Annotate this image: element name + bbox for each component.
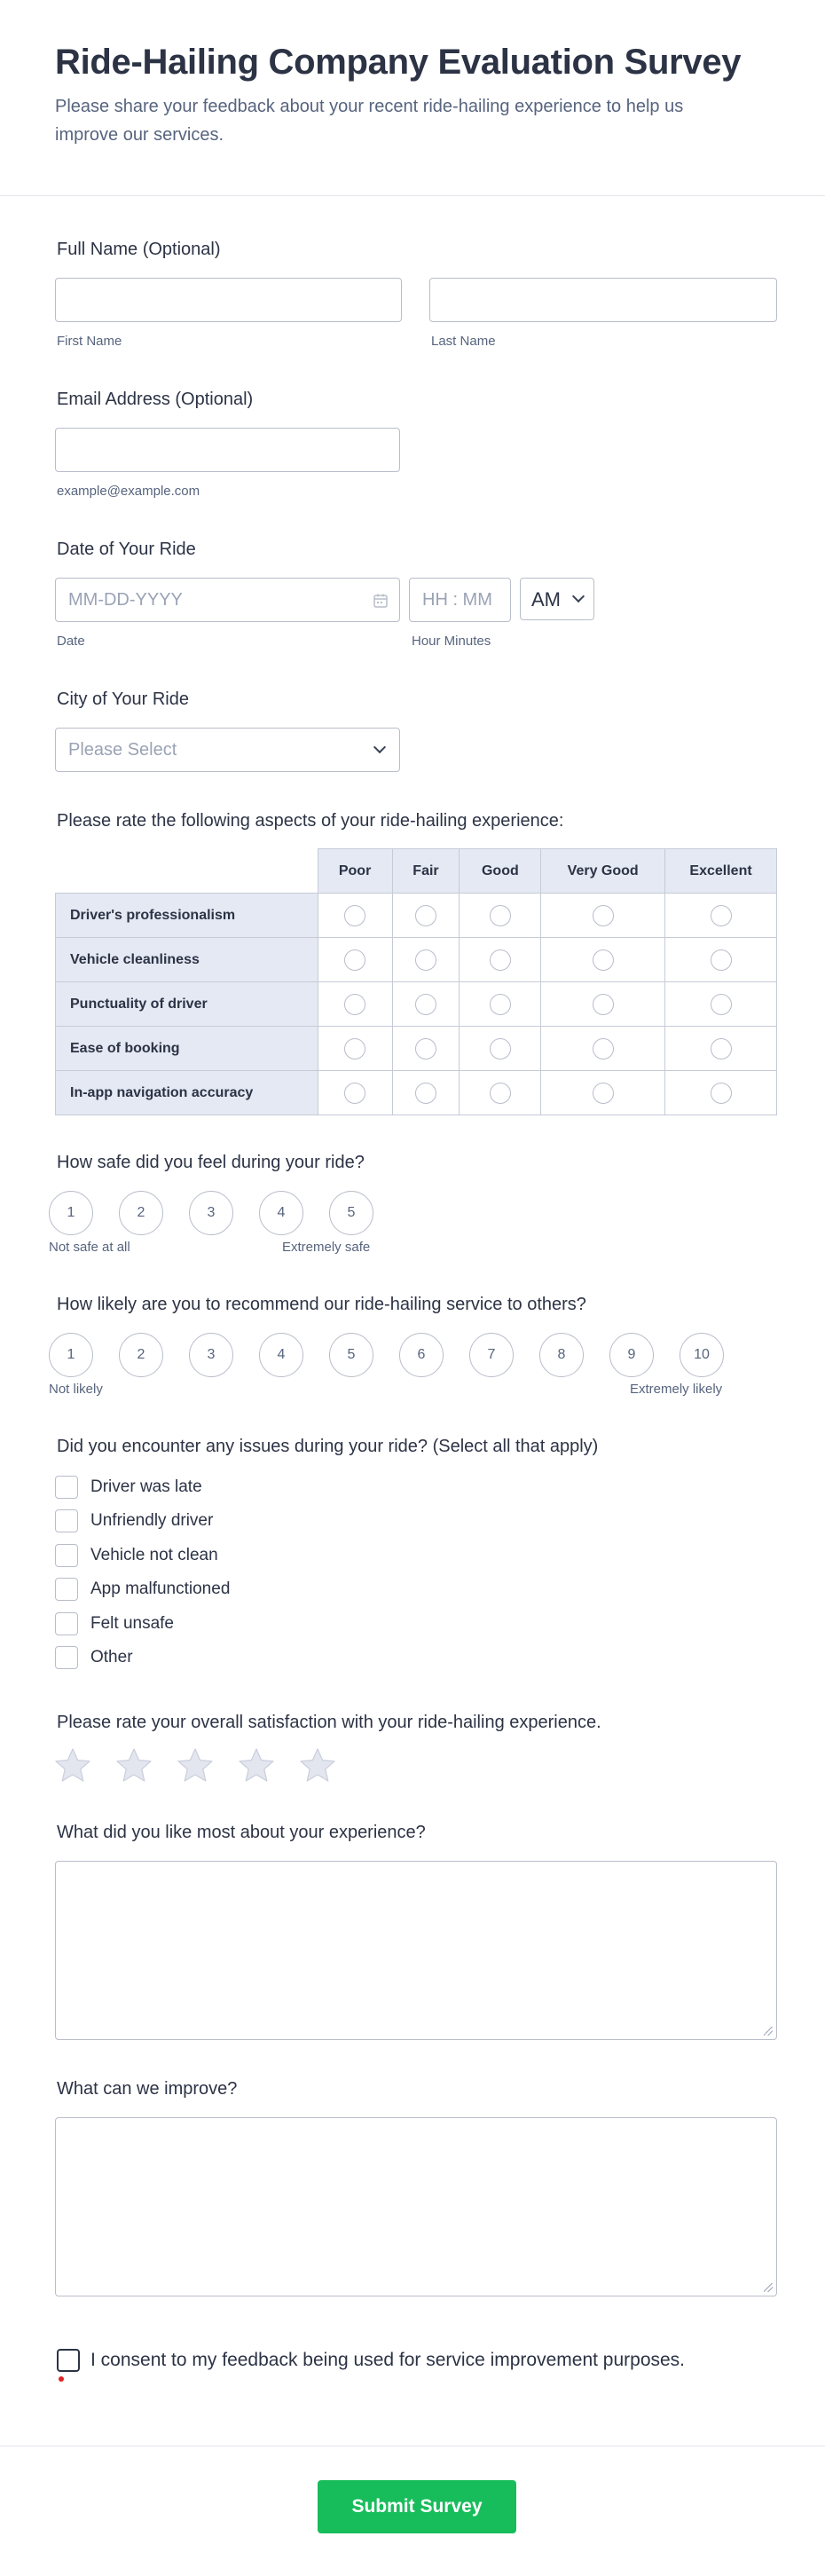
time-sublabel: Hour Minutes <box>412 634 491 649</box>
checkbox[interactable] <box>55 1544 78 1567</box>
star-icon[interactable] <box>237 1746 276 1785</box>
rating-matrix <box>55 848 777 1115</box>
safety-high-label: Extremely safe <box>282 1240 371 1255</box>
chevron-down-icon <box>373 741 386 753</box>
issues-label: Did you encounter any issues during your ride? (Select all that apply) <box>57 1437 599 1456</box>
consent-text: I consent to my feedback being used for service improvement purposes. <box>90 2350 686 2370</box>
submit-button[interactable]: Submit Survey <box>318 2480 516 2533</box>
consent-checkbox[interactable] <box>57 2349 80 2372</box>
city-select[interactable] <box>55 728 400 772</box>
last-name-sublabel: Last Name <box>431 334 496 349</box>
matrix-radio[interactable] <box>415 994 436 1015</box>
recommend-option[interactable]: 6 <box>399 1333 444 1377</box>
header-divider <box>0 195 825 196</box>
checkbox[interactable] <box>55 1578 78 1601</box>
checkbox[interactable] <box>55 1476 78 1499</box>
last-name-input[interactable] <box>429 278 777 322</box>
matrix-row-label: Vehicle cleanliness <box>56 938 318 982</box>
star-icon[interactable] <box>176 1746 215 1785</box>
matrix-row-label: In-app navigation accuracy <box>56 1071 318 1115</box>
matrix-row-label: Ease of booking <box>56 1027 318 1071</box>
recommend-label: How likely are you to recommend our ride-hailing service to others? <box>57 1295 586 1314</box>
safety-label: How safe did you feel during your ride? <box>57 1153 365 1172</box>
first-name-sublabel: First Name <box>57 334 122 349</box>
matrix-row <box>56 982 777 1027</box>
matrix-radio[interactable] <box>711 1083 732 1104</box>
matrix-radio[interactable] <box>490 949 511 971</box>
matrix-radio[interactable] <box>711 949 732 971</box>
recommend-option[interactable]: 4 <box>259 1333 303 1377</box>
improve-label: What can we improve? <box>57 2079 238 2099</box>
issue-option[interactable] <box>55 1645 133 1670</box>
star-icon[interactable] <box>114 1746 153 1785</box>
star-icon[interactable] <box>298 1746 337 1785</box>
checkbox-label: Driver was late <box>90 1477 202 1496</box>
matrix-radio[interactable] <box>490 994 511 1015</box>
matrix-header-row <box>56 849 777 894</box>
ride-date-label: Date of Your Ride <box>57 540 196 559</box>
matrix-col-excellent: Excellent <box>665 849 777 894</box>
matrix-radio[interactable] <box>711 1038 732 1060</box>
ampm-select[interactable] <box>520 578 594 620</box>
recommend-low-label: Not likely <box>49 1382 103 1397</box>
matrix-row <box>56 894 777 938</box>
matrix-radio[interactable] <box>490 905 511 926</box>
liked-textarea[interactable] <box>55 1861 777 2040</box>
checkbox-label: Unfriendly driver <box>90 1511 214 1530</box>
date-placeholder: MM-DD-YYYY <box>68 590 183 610</box>
recommend-option[interactable]: 5 <box>329 1333 373 1377</box>
checkbox[interactable] <box>55 1612 78 1635</box>
time-input[interactable] <box>409 578 511 622</box>
resize-grip-icon[interactable] <box>764 2283 773 2292</box>
improve-textarea[interactable] <box>55 2117 777 2296</box>
resize-grip-icon[interactable] <box>764 2027 773 2036</box>
matrix-row <box>56 938 777 982</box>
issue-option[interactable] <box>55 1475 202 1500</box>
star-icon[interactable] <box>53 1746 92 1785</box>
issue-option[interactable] <box>55 1577 230 1602</box>
ampm-value: AM <box>531 588 561 611</box>
safety-option[interactable]: 2 <box>119 1191 163 1235</box>
matrix-row-label: Driver's professionalism <box>56 894 318 938</box>
safety-option[interactable]: 3 <box>189 1191 233 1235</box>
checkbox-label: App malfunctioned <box>90 1579 231 1598</box>
matrix-radio[interactable] <box>344 949 365 971</box>
matrix-radio[interactable] <box>593 994 614 1015</box>
matrix-radio[interactable] <box>415 905 436 926</box>
matrix-radio[interactable] <box>490 1083 511 1104</box>
matrix-radio[interactable] <box>344 905 365 926</box>
checkbox-label: Vehicle not clean <box>90 1546 218 1564</box>
checkbox-label: Other <box>90 1648 133 1666</box>
issue-option[interactable] <box>55 1611 174 1636</box>
recommend-high-label: Extremely likely <box>630 1382 723 1397</box>
matrix-col-good: Good <box>460 849 541 894</box>
recommend-option[interactable]: 1 <box>49 1333 93 1377</box>
matrix-radio[interactable] <box>415 1038 436 1060</box>
recommend-option[interactable]: 3 <box>189 1333 233 1377</box>
matrix-radio[interactable] <box>593 905 614 926</box>
calendar-icon[interactable] <box>373 593 389 609</box>
checkbox-label: Felt unsafe <box>90 1614 174 1633</box>
recommend-option[interactable]: 9 <box>609 1333 654 1377</box>
form-title: Ride-Hailing Company Evaluation Survey <box>55 43 742 82</box>
matrix-row-label: Punctuality of driver <box>56 982 318 1027</box>
first-name-input[interactable] <box>55 278 402 322</box>
city-label: City of Your Ride <box>57 689 189 709</box>
matrix-label: Please rate the following aspects of your ride-hailing experience: <box>57 811 564 831</box>
time-placeholder: HH : MM <box>422 590 492 610</box>
form-subtitle: Please share your feedback about your recent ride-hailing experience to help us improve our services. <box>55 97 684 145</box>
recommend-option[interactable]: 2 <box>119 1333 163 1377</box>
date-input[interactable] <box>55 578 400 622</box>
checkbox[interactable] <box>55 1646 78 1669</box>
required-indicator <box>59 2376 64 2382</box>
matrix-radio[interactable] <box>415 1083 436 1104</box>
checkbox[interactable] <box>55 1509 78 1532</box>
matrix-radio[interactable] <box>711 994 732 1015</box>
satisfaction-label: Please rate your overall satisfaction with your ride-hailing experience. <box>57 1713 601 1732</box>
email-sublabel: example@example.com <box>57 484 200 499</box>
matrix-row <box>56 1027 777 1071</box>
matrix-radio[interactable] <box>344 1038 365 1060</box>
matrix-radio[interactable] <box>593 1083 614 1104</box>
liked-label: What did you like most about your experience? <box>57 1823 426 1842</box>
matrix-corner <box>56 849 318 894</box>
chevron-down-icon <box>572 590 585 603</box>
matrix-col-very-good: Very Good <box>541 849 665 894</box>
issue-option[interactable] <box>55 1509 213 1533</box>
email-input[interactable] <box>55 428 400 472</box>
matrix-col-fair: Fair <box>392 849 460 894</box>
matrix-radio[interactable] <box>344 994 365 1015</box>
matrix-col-poor: Poor <box>318 849 392 894</box>
date-sublabel: Date <box>57 634 85 649</box>
recommend-option[interactable]: 10 <box>680 1333 724 1377</box>
safety-low-label: Not safe at all <box>49 1240 130 1255</box>
issue-option[interactable] <box>55 1543 218 1568</box>
safety-option[interactable]: 5 <box>329 1191 373 1235</box>
matrix-radio[interactable] <box>415 949 436 971</box>
recommend-option[interactable]: 7 <box>469 1333 514 1377</box>
matrix-radio[interactable] <box>344 1083 365 1104</box>
matrix-radio[interactable] <box>711 905 732 926</box>
matrix-radio[interactable] <box>593 1038 614 1060</box>
recommend-option[interactable]: 8 <box>539 1333 584 1377</box>
matrix-radio[interactable] <box>490 1038 511 1060</box>
safety-option[interactable]: 1 <box>49 1191 93 1235</box>
matrix-row <box>56 1071 777 1115</box>
safety-option[interactable]: 4 <box>259 1191 303 1235</box>
email-label: Email Address (Optional) <box>57 390 254 409</box>
full-name-label: Full Name (Optional) <box>57 240 221 259</box>
city-placeholder: Please Select <box>68 740 177 760</box>
matrix-radio[interactable] <box>593 949 614 971</box>
